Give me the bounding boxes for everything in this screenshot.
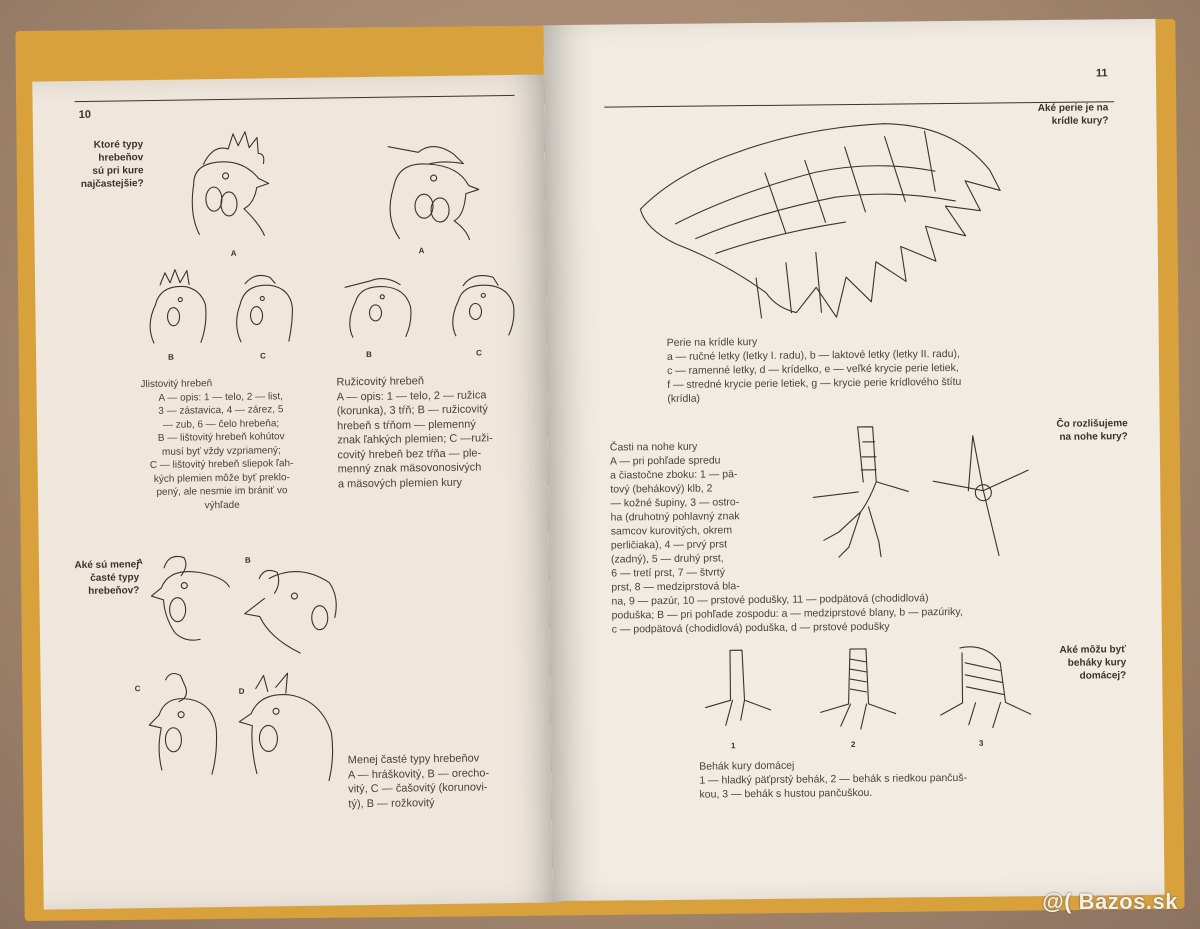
wing-feathers-drawing bbox=[634, 110, 1006, 324]
page-number-right: 11 bbox=[1095, 67, 1108, 80]
bazos-watermark: @( Bazos.sk bbox=[1042, 889, 1178, 914]
single-comb-hen-drawing bbox=[230, 263, 311, 344]
question-wing-feathers: Aké perie je na krídle kury? bbox=[1037, 102, 1109, 127]
single-comb-head-drawing bbox=[183, 123, 295, 240]
rose-comb-head-drawing bbox=[373, 125, 495, 242]
cup-comb-head-drawing bbox=[140, 669, 232, 780]
pea-comb-head-drawing bbox=[149, 547, 240, 648]
label-shank-1: 1 bbox=[730, 741, 736, 751]
label-top-right-b: B bbox=[366, 349, 372, 360]
label-shank-3: 3 bbox=[978, 738, 984, 748]
label-top-left-c: C bbox=[260, 351, 266, 361]
right-page bbox=[543, 19, 1164, 901]
shank-types-drawing bbox=[700, 642, 1041, 736]
caption-rose-comb: Ružicovitý hrebeň A — opis: 1 — telo, 2 — ružica (korunka), 3 tŕň; B — ružicovitý hrebeň s tŕňom — plemenný znak ľahkých plemien; C —ruži- covitý hrebeň bez tŕňa — ple- menný znak mäsovonosivých a mäsových plemien kury bbox=[336, 375, 493, 490]
rose-comb-no-spike-drawing bbox=[443, 265, 524, 336]
label-bottom-d: D bbox=[238, 686, 245, 696]
page-number-left: 10 bbox=[78, 108, 92, 122]
rose-comb-spike-drawing bbox=[340, 266, 421, 337]
horn-comb-head-drawing bbox=[236, 672, 348, 784]
label-bottom-a: A bbox=[136, 557, 143, 567]
label-bottom-c: C bbox=[134, 684, 141, 694]
caption-rare-combs: Menej časté typy hrebeňov A — hráškovitý, B — orecho- vitý, C — čašovitý (korunovi- tý), B — rožkovitý bbox=[347, 752, 490, 810]
caption-single-comb: Jlistovitý hrebeň A — opis: 1 — telo, 2 — list, 3 — zástavica, 4 — zárez, 5 — zub, 6 — čelo hrebeňa; B — lištovitý hrebeň kohútov musí byť vždy vzpriamený; C — lištovitý hrebeň sliepok ľah- kých plemien môže byť preklo- pený, ale nesmie im brániť vo výhľade bbox=[140, 378, 294, 511]
label-bottom-b: B bbox=[244, 555, 251, 565]
left-page bbox=[32, 74, 562, 909]
label-top-left-b: B bbox=[168, 352, 174, 362]
question-comb-types: Ktoré typy hrebeňov sú pri kure najčastejšie? bbox=[80, 139, 144, 190]
question-rare-combs: Aké sú menej časté typy hrebeňov? bbox=[74, 559, 140, 597]
question-shank-types: Aké môžu byť beháky kury domácej? bbox=[1059, 644, 1127, 682]
foot-front-view-drawing bbox=[798, 421, 929, 562]
question-foot-parts: Čo rozlišujeme na nohe kury? bbox=[1056, 418, 1128, 443]
caption-foot: Časti na nohe kury A — pri pohľade spredu a čiastočne zboku: 1 — pä- tový (behákový) klb, 2 — kožné šupiny, 3 — ostro- ha (druhotný pohlavný znak samcov kurovitých, okrem perličiaka), 4 — prvý prst (zadný), 5 — druhý prst, 6 — tretí prst, 7 — štvrtý bbox=[609, 440, 740, 580]
label-top-left-a: A bbox=[230, 248, 237, 258]
walnut-comb-head-drawing bbox=[239, 557, 350, 659]
caption-shanks: Behák kury domácej 1 — hladký päťprstý behák, 2 — behák s riedkou pančuš- kou, 3 — behák s hustou pančuškou. bbox=[699, 759, 968, 801]
header-rule bbox=[75, 95, 515, 102]
single-comb-rooster-drawing bbox=[145, 264, 226, 345]
label-top-right-a: A bbox=[418, 246, 425, 256]
caption-wing: Perie na krídle kury a — ručné letky (letky I. radu), b — laktové letky (letky II. radu), c — ramenné letky, d — krídelko, e — veľké krycie perie letiek, f — stredné krycie perie letiek, g — krycie perie krídlového štítu (krídla) bbox=[666, 336, 962, 405]
label-top-right-c: C bbox=[476, 348, 482, 358]
foot-underside-drawing bbox=[928, 430, 1039, 561]
label-shank-2: 2 bbox=[850, 740, 856, 750]
caption-foot-continued: prst, 8 — medziprstová bla- na, 9 — pazúr, 10 — prstové podušky, 11 — podpätová (chodidlová) poduška; B — pri pohľade zospodu: a — medziprstové blany, b — pazúriky, c — podpätová (chodidlová) poduška, d — prstové podušky bbox=[611, 580, 963, 636]
